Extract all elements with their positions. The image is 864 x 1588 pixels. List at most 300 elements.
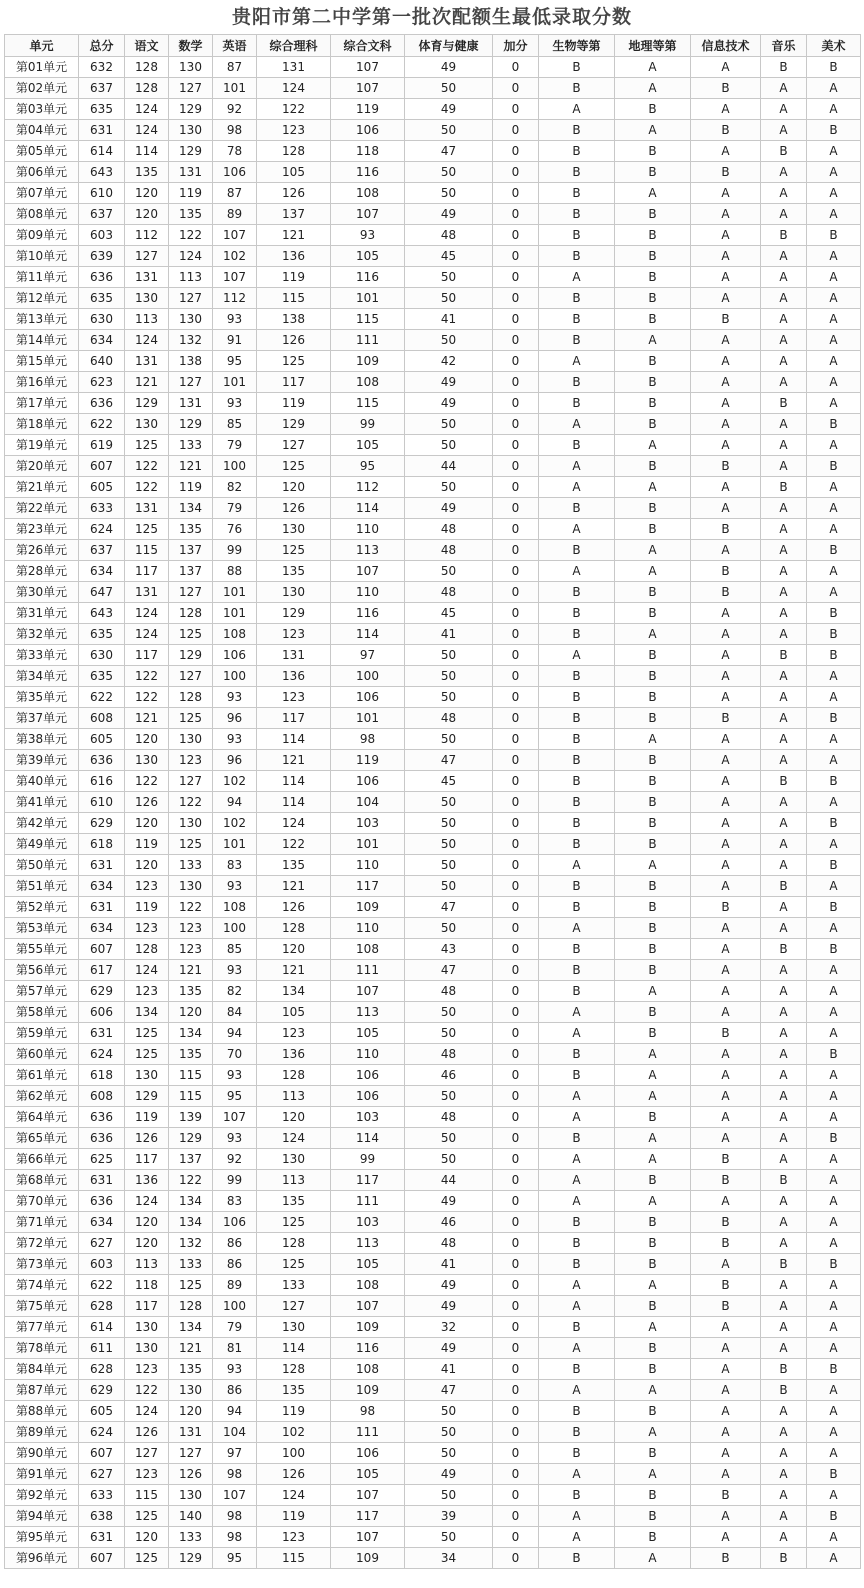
score-cell: 129 [257, 603, 331, 624]
score-cell: 50 [405, 561, 493, 582]
score-cell: A [761, 204, 807, 225]
score-cell: 135 [169, 1359, 213, 1380]
score-cell: B [539, 309, 615, 330]
score-cell: 127 [125, 1443, 169, 1464]
score-cell: A [807, 204, 861, 225]
score-cell: A [539, 456, 615, 477]
score-cell: A [691, 1065, 761, 1086]
score-cell: 603 [79, 225, 125, 246]
table-row [5, 855, 861, 876]
unit-cell: 第33单元 [5, 645, 79, 666]
score-cell: 105 [331, 1464, 405, 1485]
column-header: 数学 [169, 35, 213, 57]
score-cell: A [807, 288, 861, 309]
table-row [5, 204, 861, 225]
score-cell: 49 [405, 204, 493, 225]
score-cell: B [539, 834, 615, 855]
score-cell: 108 [213, 624, 257, 645]
column-header: 综合理科 [257, 35, 331, 57]
score-cell: A [615, 729, 691, 750]
score-cell: 110 [331, 855, 405, 876]
table-row [5, 813, 861, 834]
score-cell: 0 [493, 477, 539, 498]
score-cell: A [691, 876, 761, 897]
score-cell: 643 [79, 603, 125, 624]
score-cell: 96 [213, 750, 257, 771]
score-cell: B [615, 1485, 691, 1506]
score-cell: 105 [331, 435, 405, 456]
score-cell: 115 [257, 288, 331, 309]
score-cell: 124 [125, 99, 169, 120]
score-cell: A [761, 1338, 807, 1359]
score-cell: A [691, 1506, 761, 1527]
score-cell: A [807, 582, 861, 603]
score-cell: 113 [331, 1233, 405, 1254]
unit-cell: 第68单元 [5, 1170, 79, 1191]
score-cell: B [615, 792, 691, 813]
score-cell: 130 [125, 1317, 169, 1338]
score-cell: 121 [257, 960, 331, 981]
score-cell: A [761, 330, 807, 351]
score-cell: 50 [405, 267, 493, 288]
score-cell: 107 [331, 981, 405, 1002]
table-row [5, 372, 861, 393]
score-cell: 0 [493, 1086, 539, 1107]
score-cell: B [691, 1149, 761, 1170]
score-cell: 95 [213, 351, 257, 372]
unit-cell: 第30单元 [5, 582, 79, 603]
score-cell: 0 [493, 939, 539, 960]
score-cell: A [807, 267, 861, 288]
score-cell: B [615, 687, 691, 708]
score-cell: B [761, 141, 807, 162]
score-cell: 122 [125, 666, 169, 687]
score-cell: 123 [257, 120, 331, 141]
score-cell: 622 [79, 1275, 125, 1296]
table-row [5, 393, 861, 414]
score-cell: 136 [257, 666, 331, 687]
score-cell: A [691, 288, 761, 309]
score-cell: 102 [213, 813, 257, 834]
score-cell: A [691, 204, 761, 225]
unit-cell: 第52单元 [5, 897, 79, 918]
score-cell: B [761, 225, 807, 246]
score-cell: 635 [79, 288, 125, 309]
score-cell: 96 [213, 708, 257, 729]
unit-cell: 第64单元 [5, 1107, 79, 1128]
table-row [5, 288, 861, 309]
score-cell: 122 [169, 792, 213, 813]
score-cell: 88 [213, 561, 257, 582]
score-cell: A [761, 855, 807, 876]
table-row [5, 960, 861, 981]
score-cell: 117 [331, 1506, 405, 1527]
score-cell: 607 [79, 456, 125, 477]
score-cell: 113 [257, 1170, 331, 1191]
score-cell: A [691, 1338, 761, 1359]
score-cell: 45 [405, 771, 493, 792]
score-cell: 0 [493, 1107, 539, 1128]
score-cell: 115 [125, 1485, 169, 1506]
score-cell: 127 [169, 771, 213, 792]
score-cell: 636 [79, 1107, 125, 1128]
score-cell: A [615, 78, 691, 99]
score-cell: 128 [257, 141, 331, 162]
score-cell: 106 [331, 1065, 405, 1086]
score-cell: A [807, 1443, 861, 1464]
score-cell: A [691, 477, 761, 498]
score-cell: 49 [405, 1191, 493, 1212]
score-cell: A [761, 1023, 807, 1044]
unit-cell: 第59单元 [5, 1023, 79, 1044]
unit-cell: 第12单元 [5, 288, 79, 309]
score-cell: 50 [405, 792, 493, 813]
score-cell: 0 [493, 393, 539, 414]
score-cell: B [691, 561, 761, 582]
score-cell: 122 [125, 771, 169, 792]
score-cell: 124 [169, 246, 213, 267]
score-cell: 631 [79, 1023, 125, 1044]
score-cell: A [691, 225, 761, 246]
score-cell: 0 [493, 246, 539, 267]
score-cell: A [539, 1107, 615, 1128]
score-cell: 130 [125, 1338, 169, 1359]
score-cell: 0 [493, 1506, 539, 1527]
score-cell: 126 [125, 792, 169, 813]
score-cell: 42 [405, 351, 493, 372]
score-cell: 108 [331, 372, 405, 393]
score-cell: A [691, 183, 761, 204]
table-row [5, 1485, 861, 1506]
score-cell: 111 [331, 1422, 405, 1443]
score-cell: 121 [125, 372, 169, 393]
score-cell: 131 [125, 498, 169, 519]
unit-cell: 第35单元 [5, 687, 79, 708]
score-cell: 631 [79, 1527, 125, 1548]
score-cell: A [761, 582, 807, 603]
score-cell: 607 [79, 1548, 125, 1569]
score-cell: B [539, 246, 615, 267]
score-cell: 106 [213, 1212, 257, 1233]
score-cell: 119 [257, 1401, 331, 1422]
score-cell: A [761, 981, 807, 1002]
score-cell: 83 [213, 1191, 257, 1212]
score-table [4, 34, 861, 1569]
score-cell: B [539, 330, 615, 351]
score-cell: A [807, 687, 861, 708]
score-cell: B [807, 225, 861, 246]
unit-cell: 第71单元 [5, 1212, 79, 1233]
score-cell: 101 [213, 582, 257, 603]
score-cell: 634 [79, 918, 125, 939]
score-cell: 50 [405, 330, 493, 351]
score-cell: 124 [125, 624, 169, 645]
score-cell: 115 [169, 1065, 213, 1086]
score-cell: 0 [493, 750, 539, 771]
unit-cell: 第13单元 [5, 309, 79, 330]
score-cell: 107 [213, 225, 257, 246]
score-cell: 0 [493, 1359, 539, 1380]
score-cell: B [615, 876, 691, 897]
score-cell: B [691, 309, 761, 330]
score-cell: 107 [331, 57, 405, 78]
table-row [5, 1359, 861, 1380]
score-cell: 102 [213, 246, 257, 267]
score-cell: A [761, 1044, 807, 1065]
score-cell: B [539, 813, 615, 834]
score-cell: 50 [405, 435, 493, 456]
score-cell: 46 [405, 1212, 493, 1233]
score-cell: 624 [79, 519, 125, 540]
score-cell: 111 [331, 960, 405, 981]
table-row [5, 330, 861, 351]
score-cell: A [761, 435, 807, 456]
score-cell: B [539, 225, 615, 246]
score-cell: 125 [169, 624, 213, 645]
score-cell: 47 [405, 141, 493, 162]
score-cell: 124 [125, 1401, 169, 1422]
unit-cell: 第39单元 [5, 750, 79, 771]
score-cell: 78 [213, 141, 257, 162]
score-cell: B [615, 666, 691, 687]
score-cell: 106 [213, 162, 257, 183]
score-cell: 136 [125, 1170, 169, 1191]
score-cell: 627 [79, 1464, 125, 1485]
score-cell: 102 [257, 1422, 331, 1443]
score-cell: A [761, 1128, 807, 1149]
score-cell: A [807, 1023, 861, 1044]
score-cell: B [615, 834, 691, 855]
score-cell: 634 [79, 330, 125, 351]
score-cell: 628 [79, 1296, 125, 1317]
score-cell: B [539, 1233, 615, 1254]
score-cell: 123 [257, 1527, 331, 1548]
score-cell: B [691, 1233, 761, 1254]
score-cell: 112 [213, 288, 257, 309]
score-cell: A [761, 288, 807, 309]
score-cell: A [691, 1422, 761, 1443]
score-cell: 98 [213, 1506, 257, 1527]
score-cell: B [807, 1359, 861, 1380]
score-cell: 121 [257, 876, 331, 897]
score-cell: 109 [331, 1548, 405, 1569]
table-row [5, 267, 861, 288]
column-header: 音乐 [761, 35, 807, 57]
score-cell: 0 [493, 120, 539, 141]
score-cell: 614 [79, 1317, 125, 1338]
table-row [5, 792, 861, 813]
unit-cell: 第06单元 [5, 162, 79, 183]
score-cell: 116 [331, 1338, 405, 1359]
score-cell: A [761, 1443, 807, 1464]
score-cell: 135 [169, 981, 213, 1002]
score-cell: 120 [125, 183, 169, 204]
score-cell: 136 [257, 1044, 331, 1065]
score-cell: 119 [331, 99, 405, 120]
unit-cell: 第89单元 [5, 1422, 79, 1443]
unit-cell: 第60单元 [5, 1044, 79, 1065]
score-cell: 0 [493, 1380, 539, 1401]
score-cell: A [691, 918, 761, 939]
score-cell: 49 [405, 498, 493, 519]
score-cell: 605 [79, 1401, 125, 1422]
score-cell: 618 [79, 1065, 125, 1086]
score-cell: A [761, 540, 807, 561]
score-cell: 126 [257, 1464, 331, 1485]
score-cell: 637 [79, 78, 125, 99]
score-cell: 0 [493, 1317, 539, 1338]
table-row [5, 1443, 861, 1464]
score-cell: 128 [257, 1233, 331, 1254]
score-cell: 47 [405, 960, 493, 981]
score-cell: 134 [169, 1317, 213, 1338]
score-cell: 99 [213, 1170, 257, 1191]
score-cell: 50 [405, 1422, 493, 1443]
score-cell: 34 [405, 1548, 493, 1569]
score-cell: 46 [405, 1065, 493, 1086]
score-cell: 114 [257, 792, 331, 813]
score-cell: A [539, 519, 615, 540]
score-cell: A [761, 561, 807, 582]
score-cell: A [807, 876, 861, 897]
score-cell: 101 [331, 288, 405, 309]
score-cell: 124 [125, 960, 169, 981]
score-cell: 117 [331, 1170, 405, 1191]
score-cell: 0 [493, 876, 539, 897]
table-row [5, 603, 861, 624]
table-row [5, 897, 861, 918]
score-cell: 603 [79, 1254, 125, 1275]
score-cell: 91 [213, 330, 257, 351]
score-cell: A [691, 1191, 761, 1212]
score-cell: 107 [331, 1485, 405, 1506]
score-cell: 108 [213, 897, 257, 918]
score-cell: A [761, 1107, 807, 1128]
score-cell: 50 [405, 1086, 493, 1107]
score-cell: B [691, 1548, 761, 1569]
unit-cell: 第72单元 [5, 1233, 79, 1254]
score-cell: 125 [125, 1023, 169, 1044]
score-cell: B [539, 540, 615, 561]
score-cell: B [807, 624, 861, 645]
score-cell: A [539, 1527, 615, 1548]
score-cell: A [807, 1527, 861, 1548]
score-cell: 97 [331, 645, 405, 666]
score-cell: 122 [125, 477, 169, 498]
score-cell: A [691, 1086, 761, 1107]
score-cell: 123 [257, 624, 331, 645]
unit-cell: 第65单元 [5, 1128, 79, 1149]
score-cell: 109 [331, 897, 405, 918]
score-cell: 93 [213, 960, 257, 981]
score-cell: B [539, 750, 615, 771]
page-title: 贵阳市第二中学第一批次配额生最低录取分数 [231, 6, 632, 28]
unit-cell: 第66单元 [5, 1149, 79, 1170]
score-cell: A [615, 1086, 691, 1107]
score-cell: B [615, 1107, 691, 1128]
score-cell: B [615, 162, 691, 183]
score-cell: 119 [257, 1506, 331, 1527]
score-cell: 635 [79, 666, 125, 687]
unit-cell: 第19单元 [5, 435, 79, 456]
score-cell: 98 [213, 1464, 257, 1485]
score-cell: A [807, 99, 861, 120]
score-cell: 608 [79, 1086, 125, 1107]
score-cell: 614 [79, 141, 125, 162]
table-row [5, 1191, 861, 1212]
score-cell: 121 [169, 1338, 213, 1359]
score-cell: 44 [405, 456, 493, 477]
score-cell: 111 [331, 330, 405, 351]
score-cell: 0 [493, 372, 539, 393]
score-cell: B [539, 141, 615, 162]
score-cell: 128 [125, 78, 169, 99]
score-cell: 0 [493, 225, 539, 246]
score-cell: 130 [169, 309, 213, 330]
score-cell: 49 [405, 1464, 493, 1485]
unit-cell: 第21单元 [5, 477, 79, 498]
score-cell: 108 [331, 1275, 405, 1296]
score-cell: 0 [493, 729, 539, 750]
score-cell: A [615, 330, 691, 351]
unit-cell: 第34单元 [5, 666, 79, 687]
score-cell: 123 [257, 687, 331, 708]
score-cell: A [807, 1212, 861, 1233]
score-cell: 624 [79, 1422, 125, 1443]
score-cell: 640 [79, 351, 125, 372]
score-cell: A [807, 1191, 861, 1212]
score-cell: A [807, 477, 861, 498]
score-cell: 50 [405, 1149, 493, 1170]
score-cell: 0 [493, 1527, 539, 1548]
score-cell: B [615, 1233, 691, 1254]
score-cell: 94 [213, 792, 257, 813]
score-cell: B [615, 204, 691, 225]
score-cell: 123 [257, 1023, 331, 1044]
table-row [5, 141, 861, 162]
table-row [5, 1275, 861, 1296]
score-cell: 50 [405, 687, 493, 708]
score-cell: 89 [213, 1275, 257, 1296]
score-cell: 0 [493, 897, 539, 918]
score-cell: 0 [493, 498, 539, 519]
score-cell: A [691, 939, 761, 960]
score-cell: 122 [125, 687, 169, 708]
table-row [5, 1107, 861, 1128]
score-cell: 125 [125, 1548, 169, 1569]
score-cell: 130 [169, 876, 213, 897]
score-cell: B [539, 792, 615, 813]
score-cell: 618 [79, 834, 125, 855]
score-cell: 138 [257, 309, 331, 330]
score-cell: 120 [125, 813, 169, 834]
score-cell: B [691, 708, 761, 729]
score-cell: 115 [169, 1086, 213, 1107]
unit-cell: 第42单元 [5, 813, 79, 834]
score-cell: B [615, 603, 691, 624]
score-cell: 0 [493, 855, 539, 876]
score-cell: 0 [493, 1275, 539, 1296]
score-cell: 125 [125, 435, 169, 456]
score-cell: B [691, 897, 761, 918]
score-cell: 93 [213, 1065, 257, 1086]
unit-cell: 第91单元 [5, 1464, 79, 1485]
score-cell: A [761, 414, 807, 435]
score-cell: 0 [493, 1401, 539, 1422]
score-cell: 120 [257, 477, 331, 498]
score-cell: 0 [493, 1233, 539, 1254]
score-cell: 117 [125, 645, 169, 666]
